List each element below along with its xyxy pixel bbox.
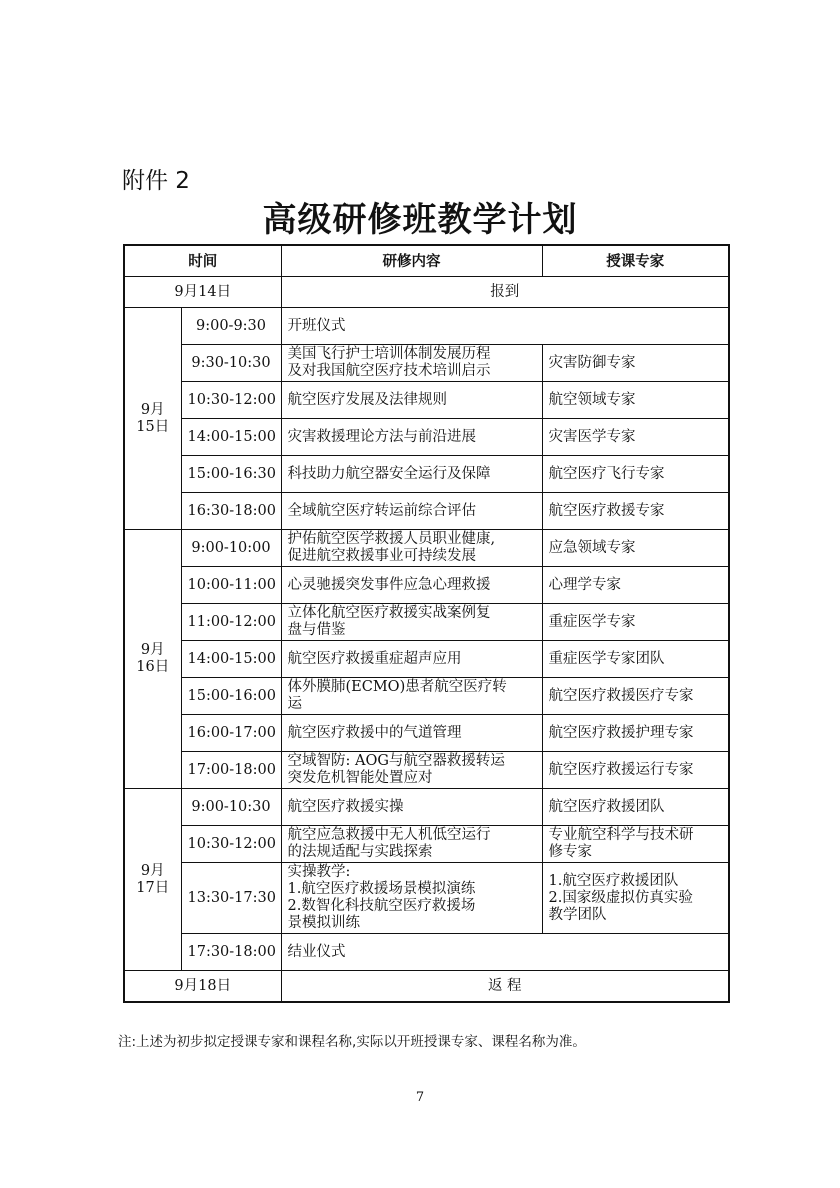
footnote: 注:上述为初步拟定授课专家和课程名称,实际以开班授课专家、课程名称为准。 — [118, 1034, 586, 1050]
expert-cell: 航空医疗救援团队 — [542, 789, 729, 826]
header-row — [124, 245, 729, 277]
table-row — [124, 789, 729, 826]
table-row — [124, 971, 729, 1003]
header-content: 研修内容 — [281, 245, 542, 277]
expert-cell: 航空医疗救援专家 — [542, 493, 729, 530]
expert-cell: 航空医疗飞行专家 — [542, 456, 729, 493]
table-row — [124, 826, 729, 863]
attachment-label: 附件 2 — [122, 168, 190, 194]
expert-cell: 航空医疗救援运行专家 — [542, 752, 729, 789]
time-cell: 17:00-18:00 — [181, 752, 281, 789]
expert-cell: 1.航空医疗救援团队 2.国家级虚拟仿真实验 教学团队 — [542, 863, 729, 934]
content-cell: 开班仪式 — [281, 308, 729, 345]
content-cell: 报到 — [281, 277, 729, 308]
time-cell: 9:00-9:30 — [181, 308, 281, 345]
content-cell: 返 程 — [281, 971, 729, 1003]
content-cell: 灾害救援理论方法与前沿进展 — [281, 419, 542, 456]
expert-cell: 重症医学专家团队 — [542, 641, 729, 678]
content-cell: 美国飞行护士培训体制发展历程 及对我国航空医疗技术培训启示 — [281, 345, 542, 382]
time-cell: 14:00-15:00 — [181, 419, 281, 456]
time-cell: 16:00-17:00 — [181, 715, 281, 752]
expert-cell: 灾害医学专家 — [542, 419, 729, 456]
content-cell: 立体化航空医疗救援实战案例复 盘与借鉴 — [281, 604, 542, 641]
time-cell: 17:30-18:00 — [181, 934, 281, 971]
expert-cell: 应急领域专家 — [542, 530, 729, 567]
date-cell: 9月 17日 — [124, 789, 181, 971]
expert-cell: 重症医学专家 — [542, 604, 729, 641]
header-time: 时间 — [124, 245, 281, 277]
page-number: 7 — [415, 1090, 425, 1105]
table-row — [124, 567, 729, 604]
expert-cell: 专业航空科学与技术研 修专家 — [542, 826, 729, 863]
table-row — [124, 678, 729, 715]
time-cell: 10:30-12:00 — [181, 826, 281, 863]
expert-cell: 航空医疗救援医疗专家 — [542, 678, 729, 715]
content-cell: 航空应急救援中无人机低空运行 的法规适配与实践探索 — [281, 826, 542, 863]
table-row — [124, 277, 729, 308]
expert-cell: 航空领域专家 — [542, 382, 729, 419]
table-row — [124, 641, 729, 678]
content-cell: 航空医疗救援实操 — [281, 789, 542, 826]
content-cell: 航空医疗救援中的气道管理 — [281, 715, 542, 752]
content-cell: 航空医疗救援重症超声应用 — [281, 641, 542, 678]
date-cell: 9月14日 — [124, 277, 281, 308]
content-cell: 实操教学: 1.航空医疗救援场景模拟演练 2.数智化科技航空医疗救援场 景模拟训练 — [281, 863, 542, 934]
time-cell: 11:00-12:00 — [181, 604, 281, 641]
date-cell: 9月 15日 — [124, 308, 181, 530]
time-cell: 14:00-15:00 — [181, 641, 281, 678]
table-row — [124, 530, 729, 567]
content-cell: 体外膜肺(ECMO)患者航空医疗转 运 — [281, 678, 542, 715]
table-row — [124, 456, 729, 493]
header-expert: 授课专家 — [542, 245, 729, 277]
table-row — [124, 715, 729, 752]
time-cell: 13:30-17:30 — [181, 863, 281, 934]
schedule-table — [123, 244, 730, 1003]
expert-cell: 航空医疗救援护理专家 — [542, 715, 729, 752]
time-cell: 10:00-11:00 — [181, 567, 281, 604]
table-row — [124, 934, 729, 971]
content-cell: 结业仪式 — [281, 934, 729, 971]
content-cell: 航空医疗发展及法律规则 — [281, 382, 542, 419]
page-title: 高级研修班教学计划 — [262, 200, 578, 240]
table-row — [124, 419, 729, 456]
expert-cell: 灾害防御专家 — [542, 345, 729, 382]
content-cell: 全域航空医疗转运前综合评估 — [281, 493, 542, 530]
expert-cell: 心理学专家 — [542, 567, 729, 604]
table-row — [124, 345, 729, 382]
content-cell: 心灵驰援突发事件应急心理救援 — [281, 567, 542, 604]
table-row — [124, 604, 729, 641]
content-cell: 护佑航空医学救援人员职业健康, 促进航空救援事业可持续发展 — [281, 530, 542, 567]
table-row — [124, 863, 729, 934]
date-cell: 9月 16日 — [124, 530, 181, 789]
time-cell: 16:30-18:00 — [181, 493, 281, 530]
content-cell: 空域智防: AOG与航空器救援转运 突发危机智能处置应对 — [281, 752, 542, 789]
time-cell: 9:00-10:30 — [181, 789, 281, 826]
table-row — [124, 308, 729, 345]
time-cell: 15:00-16:00 — [181, 678, 281, 715]
time-cell: 10:30-12:00 — [181, 382, 281, 419]
date-cell: 9月18日 — [124, 971, 281, 1003]
table-row — [124, 382, 729, 419]
time-cell: 9:00-10:00 — [181, 530, 281, 567]
table-row — [124, 752, 729, 789]
time-cell: 9:30-10:30 — [181, 345, 281, 382]
content-cell: 科技助力航空器安全运行及保障 — [281, 456, 542, 493]
table-row — [124, 493, 729, 530]
time-cell: 15:00-16:30 — [181, 456, 281, 493]
